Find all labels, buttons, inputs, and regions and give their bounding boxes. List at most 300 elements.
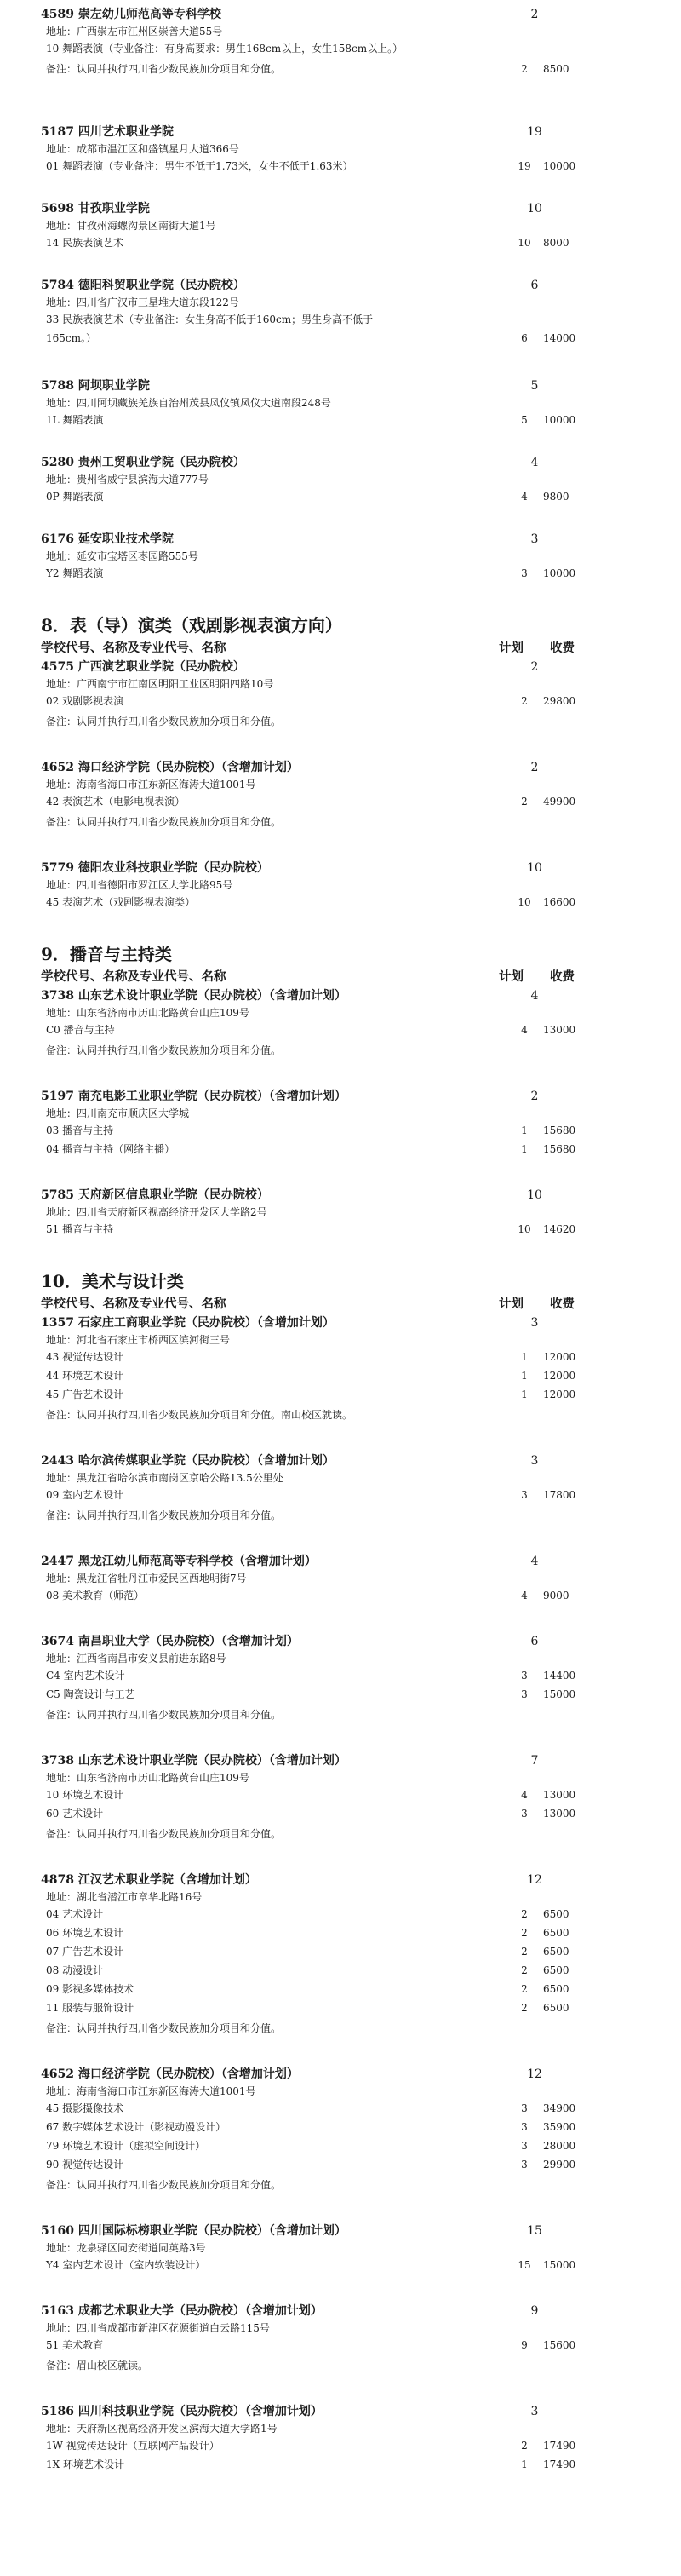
school-name: 2443 哈尔滨传媒职业学院（民办院校）（含增加计划） — [41, 1454, 335, 1468]
plan-count: 3 — [521, 1670, 528, 1682]
remark-row — [0, 1826, 681, 1842]
remark-text: 备注：认同并执行四川省少数民族加分项目和分值。南山校区就读。 — [46, 1409, 353, 1421]
major-name: 60 艺术设计 — [46, 1808, 104, 1820]
major-name: C5 陶瓷设计与工艺 — [46, 1688, 135, 1700]
address-row — [0, 472, 681, 487]
plan-count: 1 — [521, 2458, 528, 2470]
section-title: 8．表（导）演类（戏剧影视表演方向） — [41, 615, 342, 635]
address-row — [0, 549, 681, 564]
plan-count: 10 — [518, 896, 531, 908]
major-row — [0, 489, 681, 504]
tuition-fee: 15600 — [543, 2339, 576, 2351]
address-text: 地址：四川省天府新区视高经济开发区大学路2号 — [46, 1206, 267, 1218]
remark-text: 备注：眉山校区就读。 — [46, 2360, 149, 2372]
school-row — [0, 1871, 681, 1889]
major-name: 43 视觉传达设计 — [46, 1351, 124, 1363]
major-row — [0, 1787, 681, 1803]
tuition-fee: 15000 — [543, 1688, 576, 1700]
plan-count: 2 — [530, 8, 539, 21]
tuition-fee: 35900 — [543, 2121, 576, 2133]
tuition-fee: 29900 — [543, 2159, 576, 2171]
tuition-fee: 13000 — [543, 1808, 576, 1820]
address-text: 地址：江西省南昌市安义县前进东路8号 — [46, 1653, 226, 1665]
plan-count: 2 — [521, 2440, 528, 2452]
major-row — [0, 2101, 681, 2116]
school-row — [0, 1751, 681, 1770]
section-title: 9．播音与主持类 — [41, 944, 172, 964]
tuition-fee: 17800 — [543, 1489, 576, 1501]
remark-text: 备注：认同并执行四川省少数民族加分项目和分值。 — [46, 2179, 282, 2191]
tuition-fee: 6500 — [543, 1927, 569, 1939]
school-row — [0, 1087, 681, 1106]
major-row — [0, 1806, 681, 1821]
address-row — [0, 1205, 681, 1220]
address-row — [0, 1889, 681, 1905]
plan-header: 计划 — [499, 969, 524, 984]
plan-count: 3 — [530, 532, 539, 546]
school-row — [0, 199, 681, 218]
school-row — [0, 2302, 681, 2320]
major-name: 1W 视觉传达设计（互联网产品设计） — [46, 2440, 220, 2452]
school-name: 4589 崇左幼儿师范高等专科学校 — [41, 8, 221, 21]
address-text: 地址：山东省济南市历山北路黄台山庄109号 — [46, 1772, 249, 1784]
plan-count: 10 — [518, 1223, 531, 1235]
tuition-fee: 12000 — [543, 1351, 576, 1363]
major-row — [0, 2457, 681, 2472]
plan-count: 4 — [521, 1024, 528, 1036]
major-row — [0, 1687, 681, 1702]
plan-count: 3 — [530, 2405, 539, 2418]
header-label: 学校代号、名称及专业代号、名称 — [41, 969, 226, 984]
address-text: 地址：成都市温江区和盛镇星月大道366号 — [46, 143, 239, 155]
fee-header: 收费 — [550, 969, 575, 984]
plan-count: 3 — [521, 2140, 528, 2152]
major-row — [0, 894, 681, 910]
school-name: 2447 黑龙江幼儿师范高等专科学校（含增加计划） — [41, 1555, 317, 1568]
plan-count: 3 — [530, 1454, 539, 1468]
major-name: 45 广告艺术设计 — [46, 1389, 124, 1400]
major-name: 08 美术教育（师范） — [46, 1590, 145, 1601]
school-name: 5280 贵州工贸职业学院（民办院校） — [41, 456, 245, 469]
tuition-fee: 14400 — [543, 1670, 576, 1682]
school-row — [0, 1552, 681, 1571]
remark-text: 备注：认同并执行四川省少数民族加分项目和分值。 — [46, 2022, 282, 2034]
address-row — [0, 24, 681, 39]
major-name: Y4 室内艺术设计（室内软装设计） — [46, 2259, 206, 2271]
plan-count: 6 — [521, 332, 528, 344]
school-name: 5187 四川艺术职业学院 — [41, 125, 174, 139]
address-text: 地址：甘孜州海螺沟景区南街大道1号 — [46, 220, 216, 232]
major-row — [0, 2157, 681, 2172]
school-row — [0, 859, 681, 877]
major-name: 1X 环境艺术设计 — [46, 2458, 124, 2470]
major-row — [0, 2000, 681, 2015]
section-heading — [0, 942, 681, 966]
school-row — [0, 453, 681, 472]
tuition-fee: 6500 — [543, 1946, 569, 1958]
major-name: 04 播音与主持（网络主播） — [46, 1143, 175, 1155]
address-text: 地址：四川省德阳市罗江区大学北路95号 — [46, 879, 233, 891]
major-row — [0, 794, 681, 809]
plan-count: 2 — [521, 796, 528, 808]
major-row-continued — [0, 331, 681, 346]
remark-row — [0, 1707, 681, 1722]
tuition-fee: 10000 — [543, 160, 576, 172]
tuition-fee: 12000 — [543, 1370, 576, 1382]
major-row — [0, 1387, 681, 1402]
plan-count: 2 — [521, 1946, 528, 1958]
address-text: 地址：四川省成都市新津区花源街道白云路115号 — [46, 2322, 270, 2334]
tuition-fee: 49900 — [543, 796, 576, 808]
major-name: 45 表演艺术（戏剧影视表演类） — [46, 896, 196, 908]
fee-header: 收费 — [550, 641, 575, 655]
school-name: 3738 山东艺术设计职业学院（民办院校）（含增加计划） — [41, 1754, 346, 1768]
school-name: 1357 石家庄工商职业学院（民办院校）（含增加计划） — [41, 1316, 335, 1330]
address-row — [0, 676, 681, 692]
remark-row — [0, 2358, 681, 2373]
major-row — [0, 412, 681, 428]
table-header — [0, 639, 681, 658]
plan-count: 3 — [530, 1316, 539, 1330]
remark-text: 备注：认同并执行四川省少数民族加分项目和分值。 — [46, 63, 282, 75]
tuition-fee: 34900 — [543, 2102, 576, 2114]
remark-row — [0, 1407, 681, 1423]
plan-count: 3 — [521, 2121, 528, 2133]
major-name: 67 数字媒体艺术设计（影视动漫设计） — [46, 2121, 226, 2133]
plan-count: 9 — [530, 2304, 539, 2318]
major-name: 11 服装与服饰设计 — [46, 2002, 134, 2014]
major-row — [0, 1123, 681, 1138]
major-name: 08 动漫设计 — [46, 1964, 104, 1976]
major-row — [0, 1022, 681, 1038]
address-row — [0, 777, 681, 792]
plan-header: 计划 — [499, 641, 524, 655]
plan-count: 4 — [530, 456, 539, 469]
major-name: 42 表演艺术（电影电视表演） — [46, 796, 186, 808]
major-row — [0, 1349, 681, 1365]
plan-count: 3 — [521, 2102, 528, 2114]
address-row — [0, 2240, 681, 2256]
plan-count: 3 — [521, 567, 528, 579]
tuition-fee: 13000 — [543, 1024, 576, 1036]
school-name: 5785 天府新区信息职业学院（民办院校） — [41, 1188, 269, 1202]
address-row — [0, 395, 681, 411]
plan-count: 12 — [527, 2067, 542, 2081]
address-text: 地址：黑龙江省牡丹江市爱民区西地明街7号 — [46, 1573, 247, 1584]
major-name: 51 美术教育 — [46, 2339, 104, 2351]
remark-text: 备注：认同并执行四川省少数民族加分项目和分值。 — [46, 816, 282, 828]
remark-row — [0, 814, 681, 830]
table-header — [0, 968, 681, 986]
tuition-fee: 17490 — [543, 2458, 576, 2470]
plan-count: 2 — [521, 695, 528, 707]
major-name: 06 环境艺术设计 — [46, 1927, 124, 1939]
plan-count: 2 — [521, 1964, 528, 1976]
school-name: 5160 四川国际标榜职业学院（民办院校）（含增加计划） — [41, 2224, 346, 2238]
major-name: 14 民族表演艺术 — [46, 237, 124, 249]
major-name: 09 室内艺术设计 — [46, 1489, 124, 1501]
major-name: 09 影视多媒体技术 — [46, 1983, 134, 1995]
major-row — [0, 2257, 681, 2273]
plan-count: 1 — [521, 1370, 528, 1382]
tuition-fee: 9000 — [543, 1590, 569, 1601]
remark-row — [0, 1508, 681, 1523]
major-row — [0, 1668, 681, 1683]
plan-count: 4 — [530, 1555, 539, 1568]
school-row — [0, 1452, 681, 1470]
plan-count: 12 — [527, 1873, 542, 1887]
remark-text: 备注：认同并执行四川省少数民族加分项目和分值。 — [46, 1828, 282, 1840]
major-row — [0, 1487, 681, 1503]
school-row — [0, 123, 681, 141]
plan-count: 10 — [527, 202, 542, 216]
plan-count: 15 — [518, 2259, 531, 2271]
address-row — [0, 218, 681, 233]
school-row — [0, 758, 681, 777]
school-row — [0, 2402, 681, 2421]
school-row — [0, 377, 681, 395]
remark-row — [0, 2177, 681, 2193]
major-row — [0, 1906, 681, 1922]
plan-count: 1 — [521, 1143, 528, 1155]
plan-count: 1 — [521, 1389, 528, 1400]
tuition-fee: 10000 — [543, 567, 576, 579]
tuition-fee: 29800 — [543, 695, 576, 707]
major-name: 1L 舞蹈表演 — [46, 414, 104, 426]
address-text: 地址：广西南宁市江南区明阳工业区明阳四路10号 — [46, 678, 274, 690]
major-name: C4 室内艺术设计 — [46, 1670, 125, 1682]
plan-count: 10 — [527, 1188, 542, 1202]
school-name: 4575 广西演艺职业学院（民办院校） — [41, 660, 245, 674]
plan-count: 2 — [530, 1090, 539, 1103]
plan-header: 计划 — [499, 1297, 524, 1311]
tuition-fee: 6500 — [543, 1964, 569, 1976]
address-row — [0, 1106, 681, 1121]
fee-header: 收费 — [550, 1297, 575, 1311]
major-row — [0, 41, 681, 56]
address-text: 地址：山东省济南市历山北路黄台山庄109号 — [46, 1007, 249, 1019]
plan-count: 4 — [530, 989, 539, 1003]
major-name: 07 广告艺术设计 — [46, 1946, 124, 1958]
plan-count: 4 — [521, 1789, 528, 1801]
address-text: 地址：天府新区视高经济开发区滨海大道大学路1号 — [46, 2423, 278, 2435]
address-row — [0, 1470, 681, 1486]
major-row — [0, 1963, 681, 1978]
address-text: 地址：黑龙江省哈尔滨市南岗区京哈公路13.5公里处 — [46, 1472, 283, 1484]
plan-count: 3 — [521, 1688, 528, 1700]
tuition-fee: 6500 — [543, 1983, 569, 1995]
remark-row — [0, 61, 681, 77]
school-row — [0, 1314, 681, 1332]
plan-count: 2 — [521, 1927, 528, 1939]
address-text: 地址：龙泉驿区同安街道同英路3号 — [46, 2242, 206, 2254]
address-row — [0, 1571, 681, 1586]
school-row — [0, 5, 681, 24]
tuition-fee: 6500 — [543, 2002, 569, 2014]
major-row — [0, 235, 681, 250]
major-row — [0, 566, 681, 581]
address-row — [0, 1005, 681, 1021]
school-name: 4878 江汉艺术职业学院（含增加计划） — [41, 1873, 257, 1887]
plan-count: 7 — [530, 1754, 539, 1768]
remark-text: 备注：认同并执行四川省少数民族加分项目和分值。 — [46, 716, 282, 727]
tuition-fee: 8000 — [543, 237, 569, 249]
plan-count: 4 — [521, 1590, 528, 1601]
address-row — [0, 1770, 681, 1785]
school-row — [0, 1186, 681, 1205]
address-row — [0, 295, 681, 310]
major-name: 79 环境艺术设计（虚拟空间设计） — [46, 2140, 206, 2152]
plan-count: 6 — [530, 279, 539, 292]
tuition-fee: 13000 — [543, 1789, 576, 1801]
major-row — [0, 1368, 681, 1383]
address-row — [0, 141, 681, 157]
plan-count: 2 — [521, 63, 528, 75]
major-row — [0, 2119, 681, 2135]
school-name: 4652 海口经济学院（民办院校）（含增加计划） — [41, 761, 299, 774]
school-row — [0, 2065, 681, 2084]
address-text: 地址：四川省广汉市三星堆大道东段122号 — [46, 296, 239, 308]
major-row — [0, 1588, 681, 1603]
table-header — [0, 1295, 681, 1314]
address-text: 地址：河北省石家庄市桥西区滨河街三号 — [46, 1334, 231, 1346]
address-text: 地址：海南省海口市江东新区海涛大道1001号 — [46, 2085, 256, 2097]
school-name: 5163 成都艺术职业大学（民办院校）（含增加计划） — [41, 2304, 323, 2318]
major-row — [0, 1981, 681, 1997]
tuition-fee: 6500 — [543, 1908, 569, 1920]
address-row — [0, 1651, 681, 1666]
plan-count: 15 — [527, 2224, 542, 2238]
major-name: 02 戏剧影视表演 — [46, 695, 124, 707]
tuition-fee: 15680 — [543, 1143, 576, 1155]
section-heading — [0, 613, 681, 637]
plan-count: 3 — [521, 2159, 528, 2171]
major-row — [0, 1944, 681, 1959]
major-row — [0, 2138, 681, 2153]
school-name: 5197 南充电影工业职业学院（民办院校）（含增加计划） — [41, 1090, 346, 1103]
address-text: 地址：广西崇左市江州区崇善大道55号 — [46, 26, 223, 37]
school-name: 5186 四川科技职业学院（民办院校）（含增加计划） — [41, 2405, 323, 2418]
tuition-fee: 16600 — [543, 896, 576, 908]
school-name: 5779 德阳农业科技职业学院（民办院校） — [41, 861, 269, 875]
remark-row — [0, 1043, 681, 1058]
major-name: 10 舞蹈表演（专业备注：有身高要求：男生168cm以上，女生158cm以上。） — [46, 43, 403, 55]
school-name: 4652 海口经济学院（民办院校）（含增加计划） — [41, 2067, 299, 2081]
remark-text: 备注：认同并执行四川省少数民族加分项目和分值。 — [46, 1709, 282, 1721]
major-name: 165cm。） — [46, 332, 97, 344]
plan-count: 4 — [521, 491, 528, 503]
major-row — [0, 693, 681, 709]
plan-count: 3 — [521, 1489, 528, 1501]
school-name: 3738 山东艺术设计职业学院（民办院校）（含增加计划） — [41, 989, 346, 1003]
major-row — [0, 1222, 681, 1237]
tuition-fee: 28000 — [543, 2140, 576, 2152]
section-title: 10．美术与设计类 — [41, 1271, 184, 1291]
address-row — [0, 1332, 681, 1348]
plan-count: 2 — [521, 1908, 528, 1920]
major-name: 01 舞蹈表演（专业备注：男生不低于1.73米，女生不低于1.63米） — [46, 160, 353, 172]
remark-text: 备注：认同并执行四川省少数民族加分项目和分值。 — [46, 1509, 282, 1521]
tuition-fee: 14620 — [543, 1223, 576, 1235]
major-name: Y2 舞蹈表演 — [46, 567, 104, 579]
plan-count: 19 — [518, 160, 531, 172]
tuition-fee: 8500 — [543, 63, 569, 75]
school-row — [0, 2222, 681, 2240]
plan-count: 2 — [521, 2002, 528, 2014]
tuition-fee: 14000 — [543, 332, 576, 344]
school-row — [0, 276, 681, 295]
school-name: 3674 南昌职业大学（民办院校）（含增加计划） — [41, 1635, 299, 1648]
major-row — [0, 312, 681, 327]
tuition-fee: 15680 — [543, 1124, 576, 1136]
plan-count: 5 — [530, 379, 539, 393]
major-name: C0 播音与主持 — [46, 1024, 115, 1036]
tuition-fee: 10000 — [543, 414, 576, 426]
school-name: 5784 德阳科贸职业学院（民办院校） — [41, 279, 245, 292]
address-row — [0, 2084, 681, 2099]
remark-row — [0, 2021, 681, 2036]
address-row — [0, 2320, 681, 2336]
major-name: 44 环境艺术设计 — [46, 1370, 124, 1382]
plan-count: 5 — [521, 414, 528, 426]
major-row — [0, 158, 681, 174]
plan-count: 9 — [521, 2339, 528, 2351]
plan-count: 2 — [530, 660, 539, 674]
major-name: 45 摄影摄像技术 — [46, 2102, 124, 2114]
address-text: 地址：四川阿坝藏族羌族自治州茂县凤仪镇凤仪大道南段248号 — [46, 397, 331, 409]
major-row — [0, 2438, 681, 2453]
major-name: 90 视觉传达设计 — [46, 2159, 124, 2171]
plan-count: 10 — [518, 237, 531, 249]
tuition-fee: 12000 — [543, 1389, 576, 1400]
address-row — [0, 2421, 681, 2436]
plan-count: 6 — [530, 1635, 539, 1648]
address-row — [0, 877, 681, 893]
address-text: 地址：湖北省潜江市章华北路16号 — [46, 1891, 203, 1903]
address-text: 地址：海南省海口市江东新区海涛大道1001号 — [46, 779, 256, 791]
header-label: 学校代号、名称及专业代号、名称 — [41, 1297, 226, 1311]
major-row — [0, 1925, 681, 1941]
major-name: 04 艺术设计 — [46, 1908, 104, 1920]
address-text: 地址：贵州省威宁县滨海大道777号 — [46, 474, 209, 486]
section-heading — [0, 1269, 681, 1293]
plan-count: 1 — [521, 1124, 528, 1136]
school-row — [0, 1632, 681, 1651]
address-text: 地址：延安市宝塔区枣园路555号 — [46, 550, 198, 562]
major-name: 33 民族表演艺术（专业备注：女生身高不低于160cm；男生身高不低于 — [46, 313, 374, 325]
major-row — [0, 1141, 681, 1157]
plan-count: 3 — [521, 1808, 528, 1820]
plan-count: 1 — [521, 1351, 528, 1363]
plan-count: 10 — [527, 861, 542, 875]
remark-row — [0, 714, 681, 729]
school-name: 5788 阿坝职业学院 — [41, 379, 150, 393]
plan-count: 19 — [527, 125, 542, 139]
remark-text: 备注：认同并执行四川省少数民族加分项目和分值。 — [46, 1044, 282, 1056]
tuition-fee: 17490 — [543, 2440, 576, 2452]
tuition-fee: 15000 — [543, 2259, 576, 2271]
major-name: 10 环境艺术设计 — [46, 1789, 124, 1801]
major-name: 51 播音与主持 — [46, 1223, 114, 1235]
major-name: 03 播音与主持 — [46, 1124, 114, 1136]
major-name: 0P 舞蹈表演 — [46, 491, 104, 503]
school-row — [0, 530, 681, 549]
address-text: 地址：四川南充市顺庆区大学城 — [46, 1107, 190, 1119]
plan-count: 2 — [530, 761, 539, 774]
major-row — [0, 2337, 681, 2353]
header-label: 学校代号、名称及专业代号、名称 — [41, 641, 226, 655]
tuition-fee: 9800 — [543, 491, 569, 503]
